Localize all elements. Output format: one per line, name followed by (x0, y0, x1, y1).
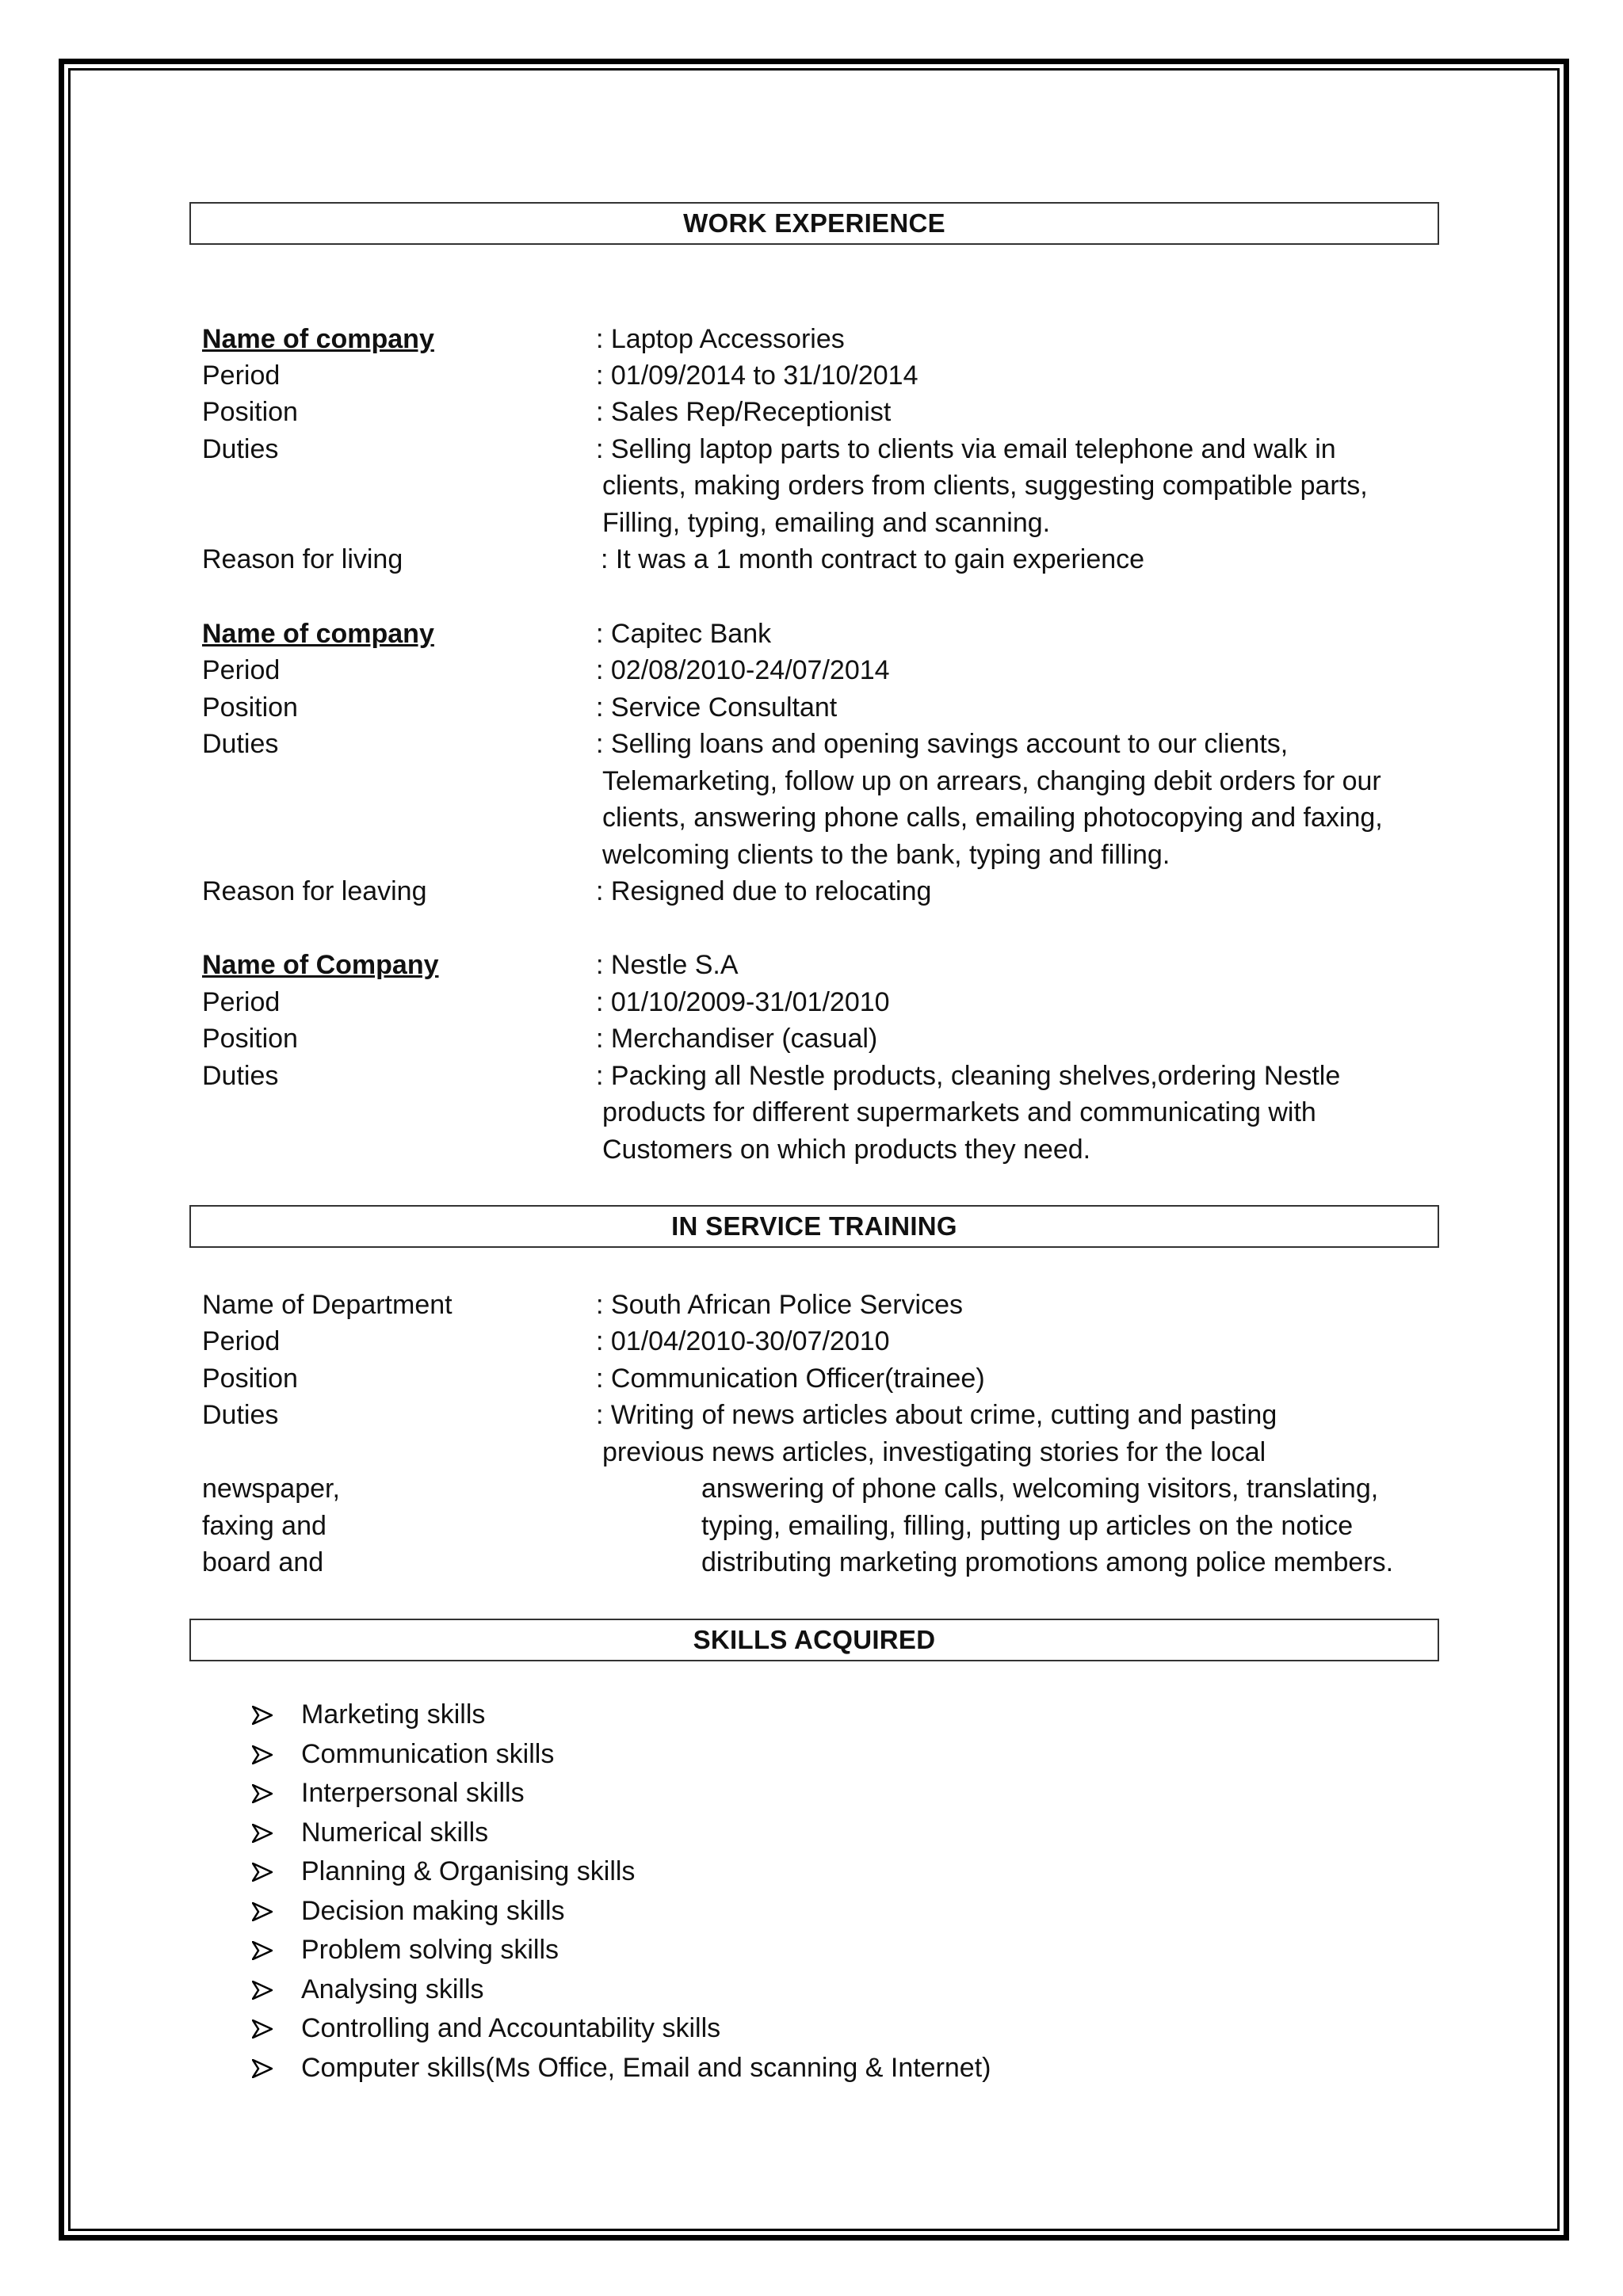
job-1-reason: : It was a 1 month contract to gain experience (601, 544, 1145, 574)
training-wrapped-right: typing, emailing, filling, putting up articles on the notice (701, 1511, 1354, 1541)
job-3-duties-line: Customers on which products they need. (602, 1135, 1091, 1165)
training-duties-line: previous news articles, investigating stories for the local (602, 1437, 1266, 1467)
work-experience-heading: WORK EXPERIENCE (189, 202, 1439, 245)
skill-label: Controlling and Accountability skills (301, 2013, 721, 2043)
job-2-period-label: Period (202, 655, 281, 685)
skill-label: Planning & Organising skills (301, 1856, 636, 1886)
training-period: : 01/04/2010-30/07/2010 (596, 1326, 890, 1356)
skill-label: Communication skills (301, 1738, 555, 1769)
job-1-duties-label: Duties (202, 434, 279, 464)
job-2-company-label: Name of company (202, 619, 434, 649)
skill-label: Interpersonal skills (301, 1778, 525, 1808)
arrowhead-bullet-icon (252, 1902, 273, 1921)
training-period-label: Period (202, 1326, 281, 1356)
training-wrapped-left: faxing and (202, 1511, 327, 1541)
job-2-reason-label: Reason for leaving (202, 876, 427, 906)
training-position-label: Position (202, 1363, 298, 1394)
job-2-reason: : Resigned due to relocating (596, 876, 932, 906)
job-1-period-label: Period (202, 360, 281, 391)
skill-label: Numerical skills (301, 1817, 489, 1848)
job-3-period-label: Period (202, 987, 281, 1017)
training-duties-label: Duties (202, 1400, 279, 1430)
job-1-duties-line: : Selling laptop parts to clients via email telephone and walk in (596, 434, 1336, 464)
job-3-duties-line: : Packing all Nestle products, cleaning shelves,ordering Nestle (596, 1061, 1341, 1091)
job-1-reason-label: Reason for living (202, 544, 403, 574)
arrowhead-bullet-icon (252, 1863, 273, 1882)
skill-label: Computer skills(Ms Office, Email and scanning & Internet) (301, 2052, 991, 2083)
skill-label: Decision making skills (301, 1895, 565, 1926)
job-3-duties-label: Duties (202, 1061, 279, 1091)
training-duties-line: : Writing of news articles about crime, cutting and pasting (596, 1400, 1277, 1430)
arrowhead-bullet-icon (252, 1745, 273, 1764)
job-2-position: : Service Consultant (596, 692, 838, 723)
job-3-period: : 01/10/2009-31/01/2010 (596, 987, 890, 1017)
job-2-duties-line: clients, answering phone calls, emailing photocopying and faxing, (602, 803, 1383, 833)
job-3-position: : Merchandiser (casual) (596, 1024, 878, 1054)
training-wrapped-left: newspaper, (202, 1474, 340, 1504)
job-2-period: : 02/08/2010-24/07/2014 (596, 655, 890, 685)
training-department-label: Name of Department (202, 1290, 453, 1320)
arrowhead-bullet-icon (252, 1706, 273, 1725)
job-3-position-label: Position (202, 1024, 298, 1054)
skill-label: Problem solving skills (301, 1935, 559, 1965)
job-2-duties-label: Duties (202, 729, 279, 759)
job-2-duties-line: : Selling loans and opening savings account to our clients, (596, 729, 1289, 759)
job-1-duties-line: Filling, typing, emailing and scanning. (602, 508, 1051, 538)
job-3-company: : Nestle S.A (596, 950, 739, 980)
arrowhead-bullet-icon (252, 2019, 273, 2039)
skill-label: Marketing skills (301, 1699, 486, 1730)
job-1-position-label: Position (202, 397, 298, 427)
in-service-training-heading: IN SERVICE TRAINING (189, 1205, 1439, 1248)
job-1-position: : Sales Rep/Receptionist (596, 397, 892, 427)
arrowhead-bullet-icon (252, 1784, 273, 1803)
job-1-company-label: Name of company (202, 324, 434, 354)
job-3-company-label: Name of Company (202, 950, 439, 980)
skills-acquired-heading: SKILLS ACQUIRED (189, 1619, 1439, 1661)
skill-label: Analysing skills (301, 1974, 484, 2004)
job-3-duties-line: products for different supermarkets and communicating with (602, 1097, 1316, 1127)
job-2-position-label: Position (202, 692, 298, 723)
arrowhead-bullet-icon (252, 1824, 273, 1843)
job-1-duties-line: clients, making orders from clients, suggesting compatible parts, (602, 471, 1368, 501)
job-1-period: : 01/09/2014 to 31/10/2014 (596, 360, 918, 391)
training-wrapped-right: distributing marketing promotions among police members. (701, 1547, 1394, 1577)
training-department: : South African Police Services (596, 1290, 964, 1320)
training-wrapped-right: answering of phone calls, welcoming visitors, translating, (701, 1474, 1379, 1504)
job-2-duties-line: Telemarketing, follow up on arrears, changing debit orders for our (602, 766, 1381, 796)
job-2-company: : Capitec Bank (596, 619, 772, 649)
training-position: : Communication Officer(trainee) (596, 1363, 985, 1394)
arrowhead-bullet-icon (252, 1981, 273, 2000)
training-wrapped-left: board and (202, 1547, 324, 1577)
arrowhead-bullet-icon (252, 2059, 273, 2078)
job-1-company: : Laptop Accessories (596, 324, 845, 354)
arrowhead-bullet-icon (252, 1941, 273, 1960)
job-2-duties-line: welcoming clients to the bank, typing and filling. (602, 840, 1170, 870)
